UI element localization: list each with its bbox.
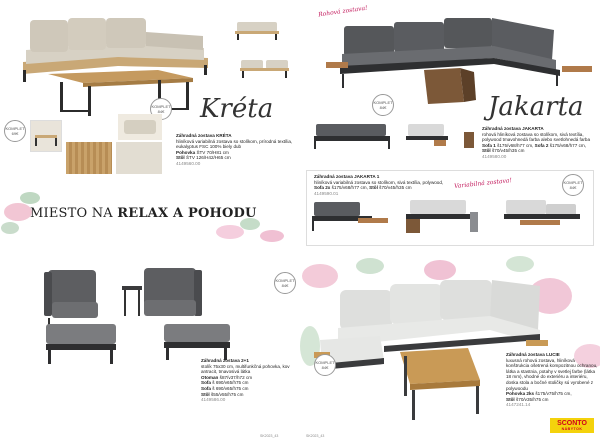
spec-label: Sofa 1 xyxy=(482,142,496,148)
page-number-right: SK2023_43 xyxy=(306,434,325,438)
kreta-title: Kréta xyxy=(200,94,274,124)
badge-value: 84€ xyxy=(281,283,289,288)
jakarta-thumb-3 xyxy=(458,128,482,152)
product-name: Záhradná zostava JAKARTA 1 xyxy=(314,174,380,179)
cushion-detail-icon xyxy=(118,114,162,140)
spec-label: Stôl xyxy=(482,148,491,154)
sconto-logo xyxy=(550,418,594,433)
badge-label: KOMPLET xyxy=(275,278,295,283)
lucie-sofa-image xyxy=(300,256,600,442)
spec-value: š175/v68/h77 cm, xyxy=(331,185,368,191)
product-name: Záhradná zostava 2+1 xyxy=(201,358,249,363)
product-desc: rohová hliníková zostava so stolíkom, sivá textília, polywood tmavohnedá farba alebo svetlohnedá farba xyxy=(482,131,591,143)
badge-value: 84€ xyxy=(379,105,387,110)
brand-name: SCONTO xyxy=(557,420,587,427)
spec-label: Sofa xyxy=(201,385,211,391)
kreta-thumb-1 xyxy=(232,14,287,44)
jakarta1-ribbon: Variabilná zostava! xyxy=(453,176,513,191)
product-name: Záhradná zostava JAKARTA xyxy=(482,126,544,131)
kreta-product-info xyxy=(176,133,296,167)
product-code: 4149560.00 xyxy=(176,160,201,166)
product-code: 4147241.14 xyxy=(506,402,531,408)
banner-text-bold: RELAX A POHODU xyxy=(117,206,257,221)
spec-value: š55/v55/h75 cm xyxy=(210,391,244,397)
jakarta1-badge xyxy=(562,174,584,196)
product-desc: hliníková variabilná zostava so stolíkom, prírodná textília, eukalyptus FSC 100% biely dub xyxy=(176,138,293,150)
kreta-swatch-fabric xyxy=(116,142,162,174)
jakarta-badge xyxy=(372,94,394,116)
set-2plus1-product-info xyxy=(201,358,297,403)
spec-label: Stôl xyxy=(506,396,515,402)
product-code: 4149580.00 xyxy=(482,153,507,159)
lucie-product-info xyxy=(506,352,598,408)
jakarta-product-info xyxy=(482,126,598,160)
product-name: Záhradná zostava LUCIE xyxy=(506,352,560,357)
spec-value: š 690/v65/h75 cm xyxy=(212,385,249,391)
badge-label: KOMPLET xyxy=(315,360,335,365)
kreta-badge-2 xyxy=(4,120,26,142)
spec-value: š70/v45/h35 cm xyxy=(379,185,412,191)
spec-label: Sofa xyxy=(201,380,211,386)
chair-detail-icon xyxy=(31,121,61,151)
banner-title xyxy=(30,206,256,221)
spec-value: š70/v45/h35 cm xyxy=(491,148,525,154)
badge-value: 69€ xyxy=(11,131,19,136)
spec-value: ŠTV 126/H42/H65 cm xyxy=(185,155,231,161)
spec-label: Sofa 2x xyxy=(314,185,331,191)
spec-label: Pohovka 2ks xyxy=(506,391,535,397)
jakarta-thumb-2 xyxy=(404,118,454,154)
spec-label: Stôl xyxy=(201,391,210,397)
spec-value: š175/v68/h77 cm, xyxy=(549,142,586,148)
spec-value: š87/v37/h72 cm xyxy=(219,374,253,380)
lucie-badge xyxy=(314,354,336,376)
set-2plus1-badge xyxy=(274,272,296,294)
banner-text-prefix: MIESTO NA xyxy=(30,206,118,221)
badge-label: KOMPLET xyxy=(563,180,583,185)
badge-label: KOMPLET xyxy=(373,100,393,105)
badge-value: 84€ xyxy=(157,109,165,114)
spec-value: š175/v75/h75 cm, xyxy=(535,391,572,397)
jakarta-ribbon: Rohová zostava! xyxy=(317,4,368,19)
jakarta-title: Jakarta xyxy=(488,92,584,122)
spec-label: Sofa 2 xyxy=(534,142,549,148)
kreta-sofa-image xyxy=(8,10,218,120)
kreta-swatch-wood xyxy=(66,142,112,174)
jakarta1-configurations-image xyxy=(310,194,590,244)
spec-value: š70/v35/h75 cm xyxy=(515,396,549,402)
spec-value: ŠTV 70/H81 cm xyxy=(196,149,229,155)
right-page xyxy=(300,0,600,442)
kreta-thumb-2 xyxy=(238,54,293,84)
product-name: Záhradná zostava KRÉTA xyxy=(176,133,232,138)
badge-value: 84€ xyxy=(569,185,577,190)
spec-label: Pohovka xyxy=(176,149,196,155)
kreta-swatch-cushion xyxy=(118,114,162,140)
jakarta-thumb-1 xyxy=(310,118,400,154)
badge-value: 84€ xyxy=(321,365,329,370)
spec-value: š 690/v65/h75 cm xyxy=(212,380,249,386)
spec-label: Stôl xyxy=(176,155,185,161)
page-number-left: SK2023_43 xyxy=(260,434,279,438)
product-desc: hliníková variabilná zostava so stolíkom, sivá textília, polywood, xyxy=(314,179,444,185)
spec-label: Otoman xyxy=(201,374,219,380)
product-desc: stolík 75x30 cm, multifunkčná pohovka, kov antracit, tmavosivá látka xyxy=(201,363,290,375)
product-code: 4149590.01 xyxy=(314,190,339,196)
badge-label: KOMPLET xyxy=(5,126,25,131)
kreta-swatch-chair xyxy=(30,120,62,152)
brand-sub: NÁBYTOK xyxy=(561,427,583,431)
spec-label: Stôl xyxy=(369,185,378,191)
badge-label: KOMPLET xyxy=(151,104,171,109)
product-code: 4149586.00 xyxy=(201,397,226,403)
spec-value: š175/v68/h77 cm, xyxy=(497,142,534,148)
product-desc: luxusná rohová zostava, hliníková konštrukcia ošetrená kompozitnou ochranou, látka a stastnia, potahy v svetlej farbe (látka 18 mm), vhodné do exteriéru a interiéru, doska stola a bočné stoličky sú vyrobené z polywoodu xyxy=(506,357,598,391)
